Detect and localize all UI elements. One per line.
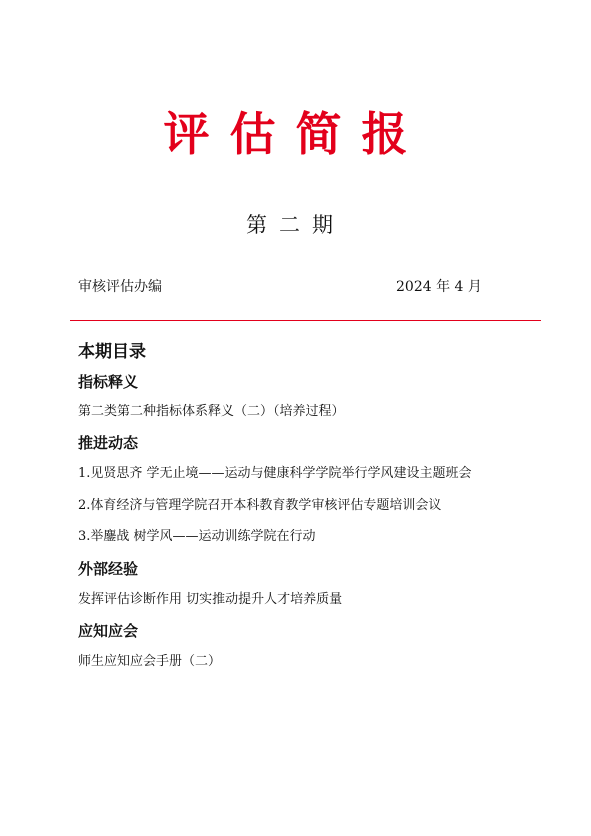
toc-item: 第二类第二种指标体系释义（二）（培养过程）: [78, 404, 345, 419]
toc-item: 发挥评估诊断作用 切实推动提升人才培养质量: [78, 592, 343, 607]
toc-item: 1.见贤思齐 学无止境——运动与健康科学学院举行学风建设主题班会: [78, 466, 472, 481]
issue-date: 2024 年 4 月: [396, 279, 482, 295]
issue-number: 第二期: [246, 213, 345, 237]
toc-section-title: 外部经验: [78, 560, 139, 578]
toc-section-title: 应知应会: [78, 622, 139, 640]
bulletin-title: 评估简报: [163, 107, 428, 161]
toc-heading: 本期目录: [78, 342, 146, 362]
toc-item: 2.体育经济与管理学院召开本科教育教学审核评估专题培训会议: [78, 498, 442, 513]
header-divider: [70, 320, 541, 321]
toc-section-title: 推进动态: [78, 434, 139, 452]
editor-label: 审核评估办编: [78, 279, 162, 295]
toc-item: 师生应知应会手册（二）: [78, 654, 222, 669]
toc-section-title: 指标释义: [78, 373, 139, 391]
toc-item: 3.举鏖战 树学风——运动训练学院在行动: [78, 529, 316, 544]
